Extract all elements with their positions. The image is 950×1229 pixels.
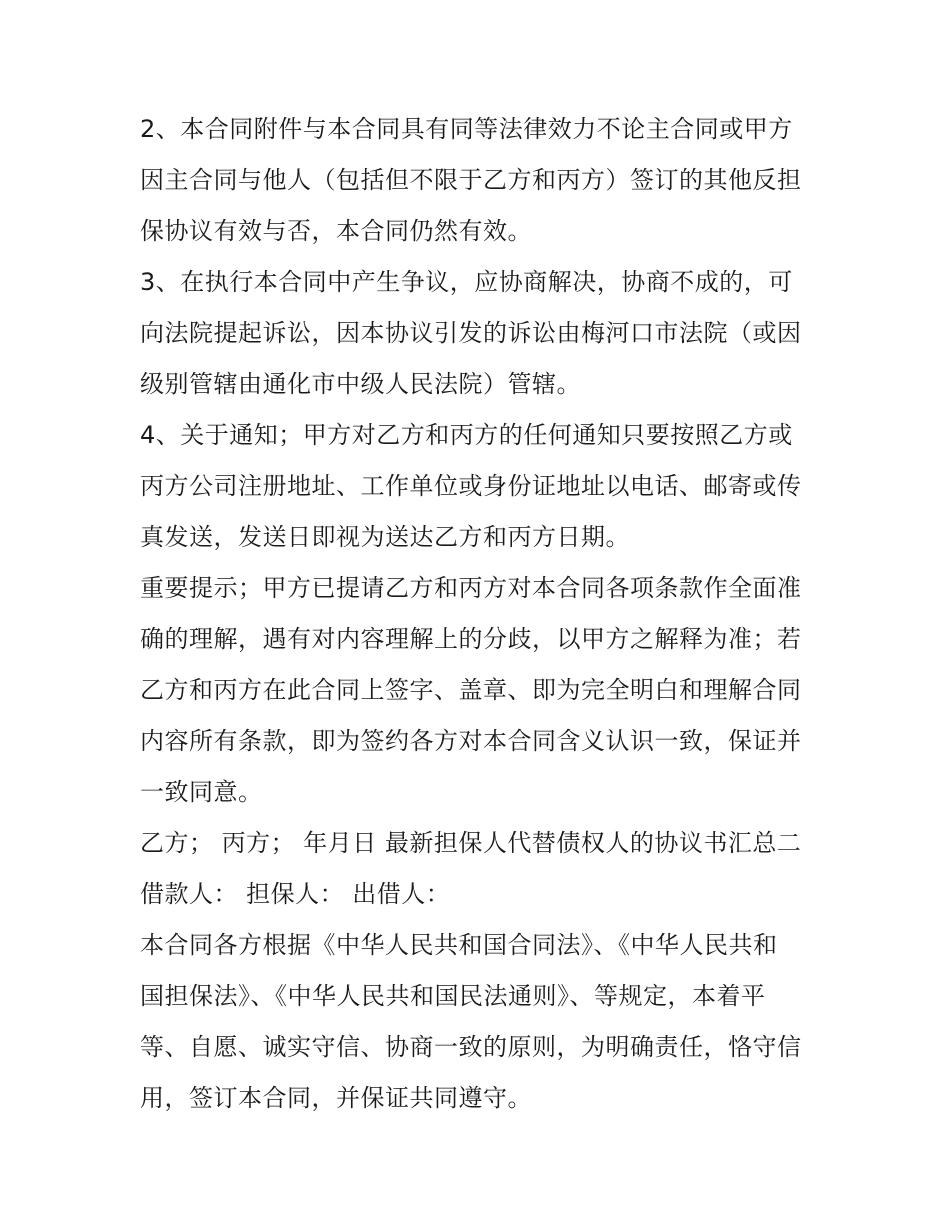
text-line: 重要提示；甲方已提请乙方和丙方对本合同各项条款作全面准: [140, 574, 802, 602]
text-line: 2、本合同附件与本合同具有同等法律效力不论主合同或甲方: [140, 115, 793, 143]
text-line: 因主合同与他人（包括但不限于乙方和丙方）签订的其他反担: [140, 166, 802, 194]
text-line: 向法院提起诉讼，因本协议引发的诉讼由梅河口市法院（或因: [140, 319, 802, 347]
text-line: 借款人： 担保人： 出借人：: [140, 880, 451, 908]
text-line: 乙方和丙方在此合同上签字、盖章、即为完全明白和理解合同: [140, 676, 802, 704]
text-line: 内容所有条款，即为签约各方对本合同含义认识一致，保证并: [140, 727, 802, 755]
text-line: 一致同意。: [140, 778, 263, 806]
text-line: 丙方公司注册地址、工作单位或身份证地址以电话、邮寄或传: [140, 472, 802, 500]
text-line: 真发送，发送日即视为送达乙方和丙方日期。: [140, 523, 630, 551]
text-line: 国担保法》、《中华人民共和国民法通则》、等规定，本着平: [140, 982, 766, 1010]
text-line: 确的理解，遇有对内容理解上的分歧，以甲方之解释为准；若: [140, 625, 802, 653]
text-line: 级别管辖由通化市中级人民法院）管辖。: [140, 370, 581, 398]
text-line: 本合同各方根据《中华人民共和国合同法》、《中华人民共和: [140, 931, 778, 959]
text-line: 乙方； 丙方； 年月日 最新担保人代替债权人的协议书汇总二: [140, 829, 802, 857]
text-line: 4、关于通知；甲方对乙方和丙方的任何通知只要按照乙方或: [140, 421, 793, 449]
text-line: 3、在执行本合同中产生争议，应协商解决，协商不成的，可: [140, 268, 793, 296]
text-line: 等、自愿、诚实守信、协商一致的原则，为明确责任，恪守信: [140, 1033, 802, 1061]
text-line: 用，签订本合同，并保证共同遵守。: [140, 1084, 532, 1112]
document-body: [140, 104, 820, 1124]
text-line: 保协议有效与否，本合同仍然有效。: [140, 217, 532, 245]
